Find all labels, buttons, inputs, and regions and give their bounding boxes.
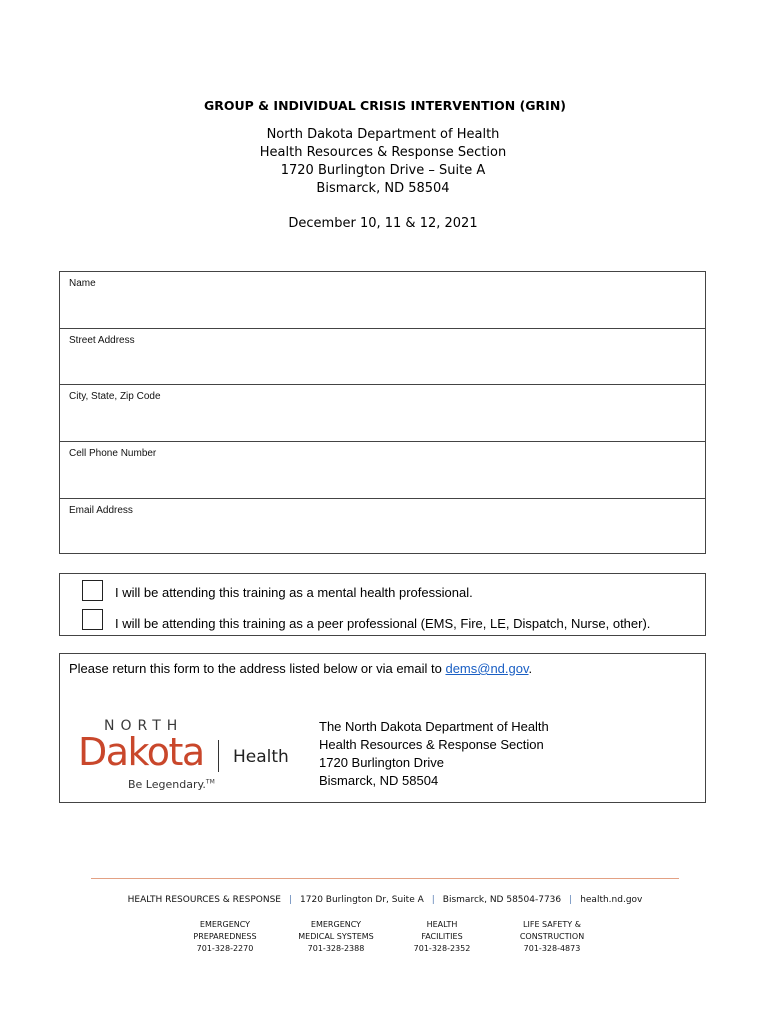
street-address-field[interactable] [60, 329, 705, 385]
registration-form [59, 271, 706, 554]
mental-health-option-label: I will be attending this training as a mental health professional. [115, 585, 473, 600]
return-instruction-text: Please return this form to the address listed below or via email to dems@nd.gov. [69, 661, 533, 676]
logo-health-text: Health [233, 747, 289, 767]
street-address: 1720 Burlington Drive – Suite A [280, 163, 486, 178]
cell-phone-label: Cell Phone Number [69, 448, 157, 459]
footer-division-health-facilities: HEALTH FACILITIES 701-328-2352 [413, 920, 471, 953]
email-field[interactable] [60, 499, 705, 553]
return-instructions [59, 653, 706, 803]
footer-contact-line: HEALTH RESOURCES & RESPONSE | 1720 Burlington Dr, Suite A | Bismarck, ND 58504-7736 | health.nd.gov [127, 895, 643, 905]
training-dates: December 10, 11 & 12, 2021 [288, 216, 478, 231]
document-title: GROUP & INDIVIDUAL CRISIS INTERVENTION (GRIN) [204, 98, 566, 113]
footer-divider [91, 878, 679, 879]
footer-city: Bismarck, ND 58504-7736 [442, 895, 562, 905]
footer-dept: HEALTH RESOURCES & RESPONSE [127, 895, 281, 905]
city-state-zip-field[interactable] [60, 385, 705, 442]
logo-tagline: Be Legendary.™ [128, 778, 215, 791]
cell-phone-field[interactable] [60, 442, 705, 499]
street-address-label: Street Address [69, 335, 135, 346]
return-address-line-4: Bismarck, ND 58504 [319, 773, 439, 788]
logo-dakota-text: Dakota [78, 730, 204, 774]
attendance-options [59, 573, 706, 636]
section-name: Health Resources & Response Section [259, 145, 507, 160]
mental-health-checkbox[interactable] [82, 580, 103, 601]
logo-divider [218, 740, 219, 772]
footer-website[interactable]: health.nd.gov [580, 895, 643, 905]
footer-street: 1720 Burlington Dr, Suite A [300, 895, 424, 905]
return-address-line-1: The North Dakota Department of Health [319, 719, 549, 734]
peer-professional-checkbox[interactable] [82, 609, 103, 630]
email-label: Email Address [69, 505, 133, 516]
email-link[interactable]: dems@nd.gov [445, 661, 529, 676]
footer-division-ems: EMERGENCY MEDICAL SYSTEMS 701-328-2388 [298, 920, 374, 953]
name-label: Name [69, 278, 96, 289]
return-address-line-2: Health Resources & Response Section [319, 737, 544, 752]
logo-north-text: NORTH [104, 718, 184, 734]
city-state-zip-label: City, State, Zip Code [69, 391, 161, 402]
city-address: Bismarck, ND 58504 [316, 181, 450, 196]
org-name: North Dakota Department of Health [266, 127, 500, 142]
footer-division-life-safety: LIFE SAFETY & CONSTRUCTION 701-328-4873 [519, 920, 585, 953]
footer-division-emergency-preparedness: EMERGENCY PREPAREDNESS 701-328-2270 [193, 920, 257, 953]
return-address-line-3: 1720 Burlington Drive [319, 755, 445, 770]
name-field[interactable] [60, 272, 705, 329]
peer-professional-option-label: I will be attending this training as a peer professional (EMS, Fire, LE, Dispatch, Nurse, other). [115, 616, 651, 631]
